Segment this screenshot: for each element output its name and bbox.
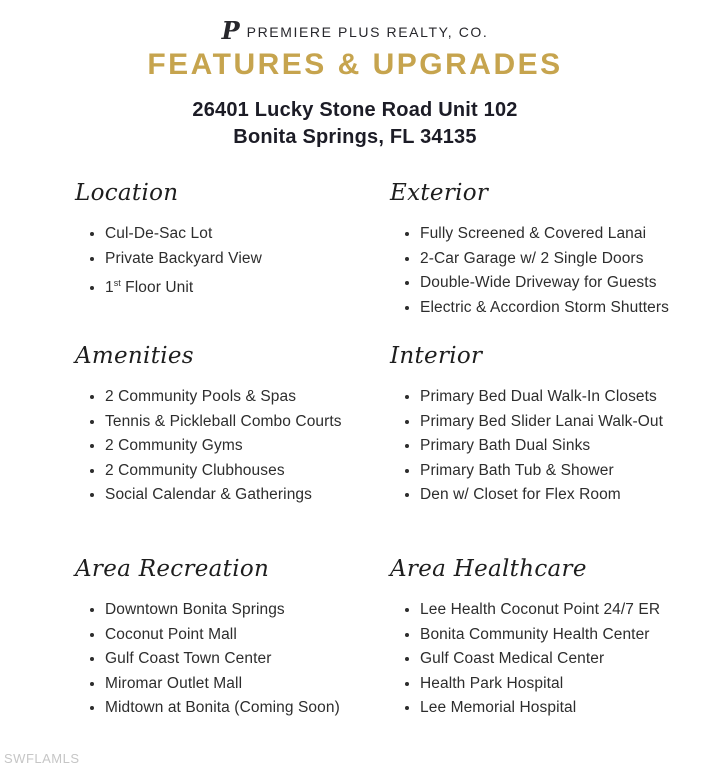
- section-exterior: [390, 181, 710, 344]
- feature-item: • Coconut Point Mall: [105, 623, 390, 648]
- feature-item: • Primary Bath Dual Sinks: [420, 434, 710, 459]
- mls-watermark: SWFLAMLS: [4, 751, 80, 766]
- feature-item: • 2 Community Gyms: [105, 434, 390, 459]
- section-interior: [390, 344, 710, 557]
- feature-list: [75, 598, 390, 721]
- feature-item: • Fully Screened & Covered Lanai: [420, 222, 710, 247]
- feature-item: • Primary Bed Slider Lanai Walk-Out: [420, 410, 710, 435]
- feature-item: • Den w/ Closet for Flex Room: [420, 483, 710, 508]
- feature-list: [390, 598, 710, 721]
- section-heading: Exterior: [390, 180, 489, 206]
- feature-list: [390, 222, 710, 320]
- feature-list: [75, 222, 390, 301]
- feature-list: [390, 385, 710, 508]
- feature-item: • Social Calendar & Gatherings: [105, 483, 390, 508]
- brand-script-p-icon: P: [221, 16, 240, 45]
- brand-name: PREMIERE PLUS REALTY, CO.: [246, 24, 489, 40]
- flyer-header: [0, 0, 710, 151]
- feature-item: • Primary Bath Tub & Shower: [420, 459, 710, 484]
- feature-list: [75, 385, 390, 508]
- property-address: [0, 97, 710, 151]
- feature-item: • 2-Car Garage w/ 2 Single Doors: [420, 247, 710, 272]
- feature-item: • Miromar Outlet Mall: [105, 672, 390, 697]
- feature-item: • Tennis & Pickleball Combo Courts: [105, 410, 390, 435]
- brand-logo: [0, 18, 710, 45]
- feature-item: • Cul-De-Sac Lot: [105, 222, 390, 247]
- ordinal-suffix: st: [113, 278, 121, 288]
- feature-item: • Electric & Accordion Storm Shutters: [420, 296, 710, 321]
- feature-item: • Gulf Coast Medical Center: [420, 647, 710, 672]
- feature-item: • Private Backyard View: [105, 247, 390, 272]
- flyer-title: FEATURES & UPGRADES: [147, 48, 563, 81]
- feature-item: • Downtown Bonita Springs: [105, 598, 390, 623]
- section-heading: Location: [75, 180, 179, 206]
- feature-item: • 2 Community Clubhouses: [105, 459, 390, 484]
- feature-item: • Lee Health Coconut Point 24/7 ER: [420, 598, 710, 623]
- address-line-2: Bonita Springs, FL 34135: [233, 126, 477, 148]
- section-amenities: [75, 344, 390, 557]
- feature-item: • Bonita Community Health Center: [420, 623, 710, 648]
- section-heading: Area Recreation: [75, 556, 270, 582]
- feature-item: • Double-Wide Driveway for Guests: [420, 271, 710, 296]
- section-heading: Interior: [390, 343, 483, 369]
- feature-item: • Midtown at Bonita (Coming Soon): [105, 696, 390, 721]
- feature-item: • Health Park Hospital: [420, 672, 710, 697]
- address-line-1: 26401 Lucky Stone Road Unit 102: [192, 99, 518, 121]
- feature-item: • Gulf Coast Town Center: [105, 647, 390, 672]
- section-heading: Area Healthcare: [390, 556, 587, 582]
- feature-item: • Primary Bed Dual Walk-In Closets: [420, 385, 710, 410]
- section-area-healthcare: [390, 557, 710, 721]
- feature-item: • 2 Community Pools & Spas: [105, 385, 390, 410]
- feature-item: • 1st Floor Unit: [105, 271, 390, 301]
- section-area-recreation: [75, 557, 390, 721]
- feature-item: • Lee Memorial Hospital: [420, 696, 710, 721]
- feature-columns: [0, 181, 710, 721]
- section-location: [75, 181, 390, 344]
- section-heading: Amenities: [75, 343, 194, 369]
